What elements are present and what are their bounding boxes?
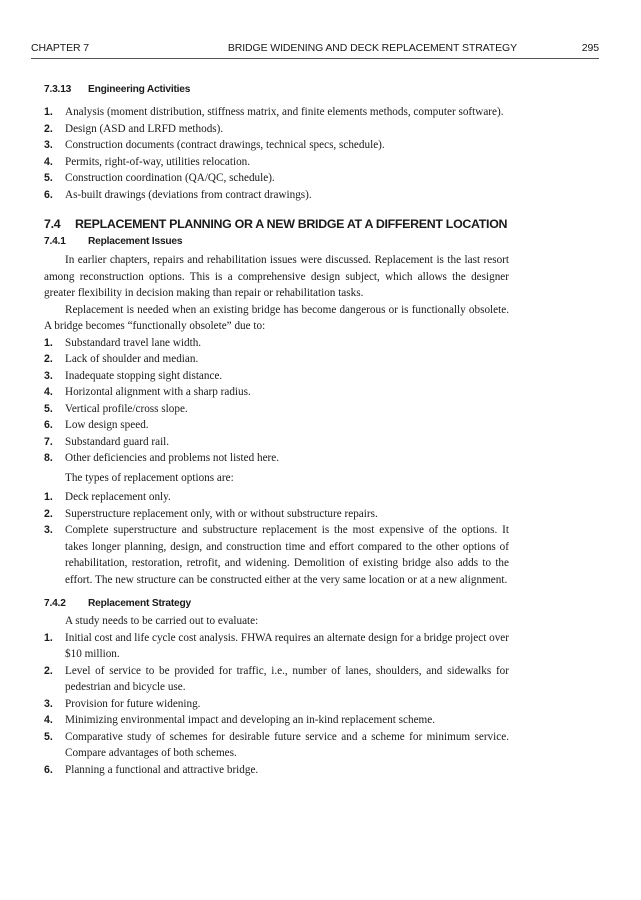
list-item (44, 170, 509, 187)
item-number: 1. (44, 106, 53, 118)
paragraph: In earlier chapters, repairs and rehabilitation issues were discussed. Replacement is the last resort among reconstruction options. This is a comprehensive design subject, which allows the designer greater flexibility in decision making than repair or rehabilitation tasks. (44, 254, 509, 299)
item-number: 2. (44, 664, 53, 677)
list-item (44, 696, 509, 713)
item-text: Low design speed. (65, 419, 149, 431)
item-text: Horizontal alignment with a sharp radius. (65, 386, 251, 398)
list-item (44, 663, 509, 696)
item-text: Substandard travel lane width. (65, 336, 202, 349)
section-title: REPLACEMENT PLANNING OR A NEW BRIDGE AT A DIFFERENT LOCATION (75, 217, 508, 231)
page-body (44, 84, 509, 778)
item-text: Permits, right-of-way, utilities relocation. (65, 155, 251, 168)
item-text: Initial cost and life cycle cost analysis. FHWA requires an alternate design for a bridge project over $10 million. (65, 631, 509, 660)
item-text: Substandard guard rail. (65, 435, 170, 448)
list-item (44, 712, 509, 729)
list-item (44, 434, 509, 451)
functionally-obsolete-list (44, 335, 509, 467)
item-text: Other deficiencies and problems not listed here. (65, 452, 280, 464)
running-title: BRIDGE WIDENING AND DECK REPLACEMENT STRATEGY (227, 42, 517, 54)
list-item (44, 104, 509, 121)
item-number: 5. (44, 730, 53, 743)
section-title: Replacement Strategy (88, 598, 192, 609)
item-number: 3. (44, 369, 53, 382)
list-item (44, 401, 509, 418)
item-number: 3. (44, 524, 53, 536)
heading-7-3-13 (44, 84, 509, 95)
paragraph: Replacement is needed when an existing bridge has become dangerous or is functionally obsolete. A bridge becomes “functionally obsolete” due to: (44, 303, 509, 332)
list-item (44, 384, 509, 401)
item-text: Superstructure replacement only, with or without substructure repairs. (65, 507, 378, 520)
item-number: 3. (44, 697, 53, 710)
heading-7-4-1 (44, 236, 509, 247)
list-item (44, 762, 509, 779)
item-text: Vertical profile/cross slope. (65, 402, 188, 415)
list-item (44, 417, 509, 434)
section-title: Replacement Issues (88, 236, 183, 247)
item-text: Construction coordination (QA/QC, schedule). (65, 172, 275, 184)
list-item (44, 351, 509, 368)
item-number: 1. (44, 491, 53, 503)
item-number: 5. (44, 402, 53, 415)
page-number: 295 (581, 42, 599, 54)
item-number: 4. (44, 386, 53, 398)
list-item (44, 489, 509, 506)
item-number: 5. (44, 172, 53, 184)
list-item (44, 137, 509, 154)
item-text: Analysis (moment distribution, stiffness matrix, and finite elements methods, computer software). (65, 106, 504, 118)
list-item (44, 335, 509, 352)
heading-7-4-2 (44, 598, 509, 609)
item-number: 1. (44, 336, 53, 349)
item-number: 2. (44, 122, 53, 135)
item-number: 1. (44, 631, 53, 644)
heading-7-4 (44, 217, 509, 231)
item-text: Construction documents (contract drawings, technical specs, schedule). (65, 139, 385, 151)
list-item (44, 450, 509, 467)
item-text: Planning a functional and attractive bridge. (65, 763, 259, 776)
item-number: 2. (44, 353, 53, 365)
item-text: Provision for future widening. (65, 697, 201, 710)
replacement-strategy-list (44, 630, 509, 779)
item-number: 3. (44, 139, 53, 151)
item-number: 4. (44, 155, 53, 168)
item-number: 2. (44, 507, 53, 520)
chapter-label: CHAPTER 7 (31, 42, 90, 54)
paragraph: The types of replacement options are: (65, 471, 234, 484)
item-text: Level of service to be provided for traffic, i.e., number of lanes, shoulders, and sidewalks for pedestrian and bicycle use. (65, 664, 509, 693)
paragraph: A study needs to be carried out to evaluate: (65, 615, 259, 627)
item-text: Complete superstructure and substructure replacement is the most expensive of the options. It takes longer planning, design, and construction time and effort compared to the other options of rehabilitation, restoration, retrofit, and widening. Demolition of existing bridge also adds to the effort. The new structure can be constructed either at the very same location or at a new alignment. (65, 524, 509, 586)
item-text: As-built drawings (deviations from contract drawings). (65, 188, 312, 201)
replacement-options-list (44, 489, 509, 588)
list-item (44, 506, 509, 523)
list-item (44, 154, 509, 171)
item-number: 6. (44, 188, 53, 201)
item-number: 7. (44, 435, 53, 448)
item-text: Minimizing environmental impact and developing an in-kind replacement scheme. (65, 714, 436, 726)
section-number: 7.3.13 (44, 84, 72, 95)
section-number: 7.4.1 (44, 236, 66, 247)
running-header (31, 40, 599, 59)
list-item (44, 729, 509, 762)
item-number: 8. (44, 452, 53, 464)
list-item (44, 121, 509, 138)
list-item (44, 522, 509, 588)
item-text: Deck replacement only. (65, 491, 171, 503)
list-item (44, 368, 509, 385)
item-text: Lack of shoulder and median. (65, 353, 199, 365)
list-item (44, 187, 509, 204)
section-number: 7.4 (44, 217, 61, 231)
list-item (44, 630, 509, 663)
item-number: 6. (44, 763, 53, 776)
item-text: Comparative study of schemes for desirable future service and a scheme for minimum service. Compare advantages of both schemes. (65, 730, 509, 759)
section-number: 7.4.2 (44, 598, 66, 609)
item-text: Inadequate stopping sight distance. (65, 369, 223, 382)
engineering-activities-list (44, 104, 509, 203)
section-title: Engineering Activities (88, 84, 191, 95)
item-number: 4. (44, 714, 53, 726)
item-text: Design (ASD and LRFD methods). (65, 122, 224, 135)
item-number: 6. (44, 419, 53, 431)
